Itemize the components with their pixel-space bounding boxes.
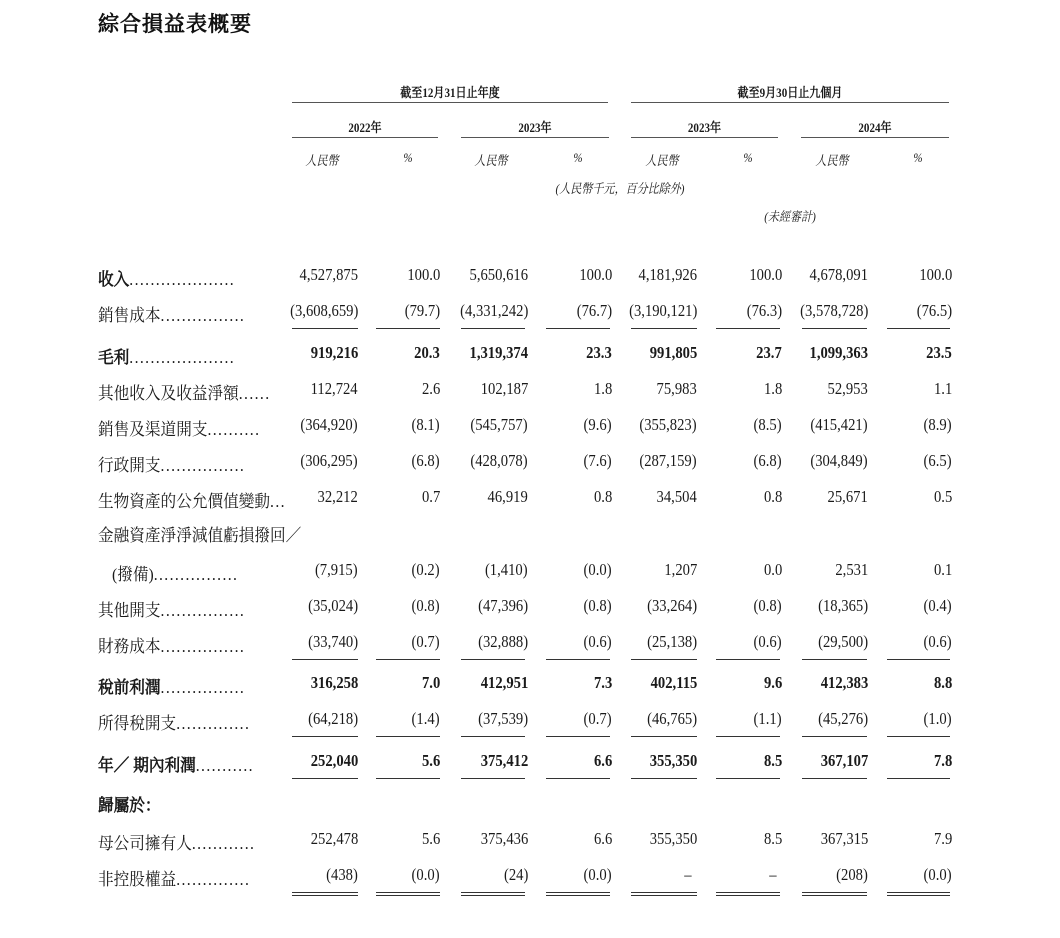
- row-label: [98, 829, 255, 854]
- unit-note: (人民幣千元，百分比除外): [555, 181, 685, 196]
- percent-cell: (76.7): [576, 301, 612, 320]
- amount-cell: (33,740): [308, 632, 358, 651]
- table-row: [0, 487, 1060, 523]
- table-row: [0, 415, 1060, 451]
- row-label: [98, 521, 301, 546]
- amount-cell: (1,410): [485, 560, 528, 579]
- double-underline: [292, 892, 358, 896]
- amount-cell: (45,276): [818, 709, 868, 728]
- leader-dots: ............: [191, 834, 256, 853]
- underline: [802, 328, 867, 329]
- underline: [376, 659, 440, 660]
- amount-cell: 1,319,374: [469, 343, 528, 362]
- percent-cell: (0.8): [411, 596, 440, 615]
- percent-cell: 0.0: [763, 560, 782, 579]
- percent-cell: (6.8): [411, 451, 440, 470]
- table-row: [0, 632, 1060, 668]
- percent-cell: (0.0): [923, 865, 952, 884]
- row-label-text: 其他收入及收益淨額: [98, 384, 239, 403]
- year-rule: [801, 137, 949, 138]
- amount-cell: 252,478: [310, 829, 358, 848]
- leader-dots: ...........: [195, 756, 254, 775]
- leader-dots: ....................: [129, 270, 236, 289]
- amount-cell: 316,258: [310, 673, 358, 692]
- percent-cell: (0.4): [923, 596, 952, 615]
- leader-dots: ................: [160, 601, 246, 620]
- row-label-text: 稅前利潤: [98, 678, 161, 697]
- percent-cell: (9.6): [583, 415, 612, 434]
- underline: [292, 328, 358, 329]
- underline: [292, 736, 358, 737]
- leader-dots: ......: [238, 384, 271, 403]
- double-underline: [631, 892, 697, 896]
- percent-cell: 23.5: [926, 343, 952, 362]
- underline: [546, 328, 610, 329]
- row-label: [112, 560, 238, 585]
- percent-cell: (0.2): [411, 560, 440, 579]
- percent-cell: (6.8): [753, 451, 782, 470]
- table-row: [0, 265, 1060, 301]
- percent-cell: 1.8: [593, 379, 612, 398]
- amount-cell: 4,181,926: [638, 265, 697, 284]
- amount-cell: 1,207: [664, 560, 697, 579]
- amount-cell: 919,216: [310, 343, 358, 362]
- table-row: [0, 709, 1060, 745]
- table-row: [0, 379, 1060, 415]
- amount-cell: 991,805: [649, 343, 697, 362]
- group-rule-annual: [292, 102, 608, 103]
- percent-cell: 0.8: [763, 487, 782, 506]
- amount-cell: 112,724: [311, 379, 358, 398]
- leader-dots: ...: [270, 492, 286, 511]
- row-label: [98, 596, 245, 621]
- amount-cell: (32,888): [478, 632, 528, 651]
- amount-cell: (35,024): [308, 596, 358, 615]
- underline: [376, 778, 440, 779]
- row-label-text: 母公司擁有人: [98, 834, 192, 853]
- percent-cell: (0.7): [583, 709, 612, 728]
- row-label: [98, 673, 245, 698]
- amount-cell: 375,436: [480, 829, 528, 848]
- amount-cell: (24): [503, 865, 528, 884]
- amount-cell: 1,099,363: [809, 343, 868, 362]
- amount-cell: 102,187: [480, 379, 528, 398]
- table-row: [0, 521, 1060, 557]
- table-row: [0, 791, 1060, 827]
- amount-cell: 25,671: [827, 487, 868, 506]
- row-label: [98, 301, 245, 326]
- year-rule: [461, 137, 609, 138]
- underline: [716, 328, 780, 329]
- amount-cell: 355,350: [649, 751, 697, 770]
- amount-cell: 4,678,091: [809, 265, 868, 284]
- row-label: [98, 791, 161, 816]
- leader-dots: ................: [160, 456, 246, 475]
- double-underline: [716, 892, 780, 896]
- row-label: [98, 343, 235, 368]
- row-label-text: (撥備): [112, 565, 154, 584]
- amount-cell: (29,500): [818, 632, 868, 651]
- row-label-text: 所得稅開支: [98, 714, 177, 733]
- year-rule: [631, 137, 778, 138]
- row-label-text: 行政開支: [98, 456, 161, 475]
- currency-label: 人民幣: [305, 153, 339, 168]
- year-header-2022: 2022年: [348, 120, 382, 135]
- underline: [887, 778, 950, 779]
- table-row: [0, 343, 1060, 379]
- percent-cell: 23.3: [586, 343, 612, 362]
- underline: [546, 659, 610, 660]
- underline: [887, 659, 950, 660]
- percent-cell: 0.8: [593, 487, 612, 506]
- amount-cell: 2,531: [835, 560, 868, 579]
- amount-cell: (18,365): [818, 596, 868, 615]
- percent-cell: (0.7): [411, 632, 440, 651]
- percent-cell: 2.6: [421, 379, 440, 398]
- percent-cell: 1.1: [933, 379, 952, 398]
- percent-cell: 8.5: [763, 751, 782, 770]
- percent-cell: 100.0: [579, 265, 612, 284]
- row-label: [98, 415, 260, 440]
- amount-cell: (47,396): [478, 596, 528, 615]
- amount-cell: (428,078): [470, 451, 528, 470]
- amount-cell: (4,331,242): [459, 301, 528, 320]
- amount-cell: (3,608,659): [289, 301, 358, 320]
- percent-cell: 5.6: [421, 829, 440, 848]
- amount-cell: (304,849): [810, 451, 868, 470]
- year-header-2024-9m: 2024年: [858, 120, 892, 135]
- underline: [292, 778, 358, 779]
- underline: [716, 736, 780, 737]
- percent-cell: (1.4): [411, 709, 440, 728]
- percent-cell: 1.8: [763, 379, 782, 398]
- row-label-text: 年／ 期內利潤: [98, 756, 196, 775]
- table-row: [0, 751, 1060, 787]
- percent-cell: 6.6: [593, 751, 612, 770]
- row-label-text: 收入: [98, 270, 130, 289]
- double-underline: [546, 892, 610, 896]
- row-label-text: 非控股權益: [98, 870, 177, 889]
- underline: [461, 659, 525, 660]
- amount-cell: (3,578,728): [799, 301, 868, 320]
- percent-cell: 100.0: [919, 265, 952, 284]
- row-label: [98, 865, 250, 890]
- row-label-text: 其他開支: [98, 601, 161, 620]
- amount-cell: 46,919: [487, 487, 528, 506]
- underline: [631, 659, 697, 660]
- currency-label: 人民幣: [645, 153, 679, 168]
- percent-cell: 7.9: [933, 829, 952, 848]
- double-underline: [802, 892, 867, 896]
- percent-cell: (8.5): [753, 415, 782, 434]
- underline: [887, 328, 950, 329]
- amount-cell: 402,115: [650, 673, 697, 692]
- leader-dots: ................: [160, 678, 246, 697]
- percent-cell: (0.6): [753, 632, 782, 651]
- leader-dots: ................: [160, 637, 246, 656]
- row-label: [98, 632, 245, 657]
- percent-cell: (76.5): [916, 301, 952, 320]
- row-label: [98, 751, 254, 776]
- row-label: [98, 379, 271, 404]
- amount-cell: 355,350: [649, 829, 697, 848]
- amount-cell: (364,920): [300, 415, 358, 434]
- row-label-text: 歸屬於：: [98, 796, 161, 815]
- underline: [631, 328, 697, 329]
- table-row: [0, 560, 1060, 596]
- amount-cell: 5,650,616: [469, 265, 528, 284]
- amount-cell: (3,190,121): [628, 301, 697, 320]
- underline: [376, 328, 440, 329]
- amount-cell: (64,218): [308, 709, 358, 728]
- row-label-text: 財務成本: [98, 637, 161, 656]
- leader-dots: ................: [153, 565, 239, 584]
- year-header-2023-9m: 2023年: [687, 120, 722, 135]
- row-label-text: 銷售及渠道開支: [98, 420, 208, 439]
- percent-cell: (7.6): [583, 451, 612, 470]
- row-label: [98, 265, 235, 290]
- amount-cell: –: [683, 865, 691, 884]
- amount-cell: 75,983: [656, 379, 697, 398]
- underline: [546, 736, 610, 737]
- leader-dots: ..........: [207, 420, 261, 439]
- row-label: [98, 487, 286, 512]
- percent-cell: (8.9): [923, 415, 952, 434]
- percent-cell: (1.1): [753, 709, 782, 728]
- unaudited-note: (未經審計): [764, 209, 816, 224]
- currency-label: 人民幣: [474, 153, 508, 168]
- percent-cell: 0.5: [933, 487, 952, 506]
- row-label-text: 毛利: [98, 348, 130, 367]
- percent-cell: (0.6): [923, 632, 952, 651]
- table-row: [0, 301, 1060, 337]
- amount-cell: (46,765): [647, 709, 697, 728]
- underline: [631, 778, 697, 779]
- percent-cell: (0.8): [583, 596, 612, 615]
- percent-cell: (6.5): [923, 451, 952, 470]
- amount-cell: (306,295): [300, 451, 358, 470]
- amount-cell: (287,159): [639, 451, 697, 470]
- double-underline: [887, 892, 950, 896]
- underline: [802, 778, 867, 779]
- percent-cell: 20.3: [414, 343, 440, 362]
- pct-label: %: [743, 150, 753, 165]
- amount-cell: (208): [836, 865, 868, 884]
- underline: [887, 736, 950, 737]
- percent-cell: –: [768, 865, 776, 884]
- double-underline: [461, 892, 525, 896]
- percent-cell: (0.0): [583, 865, 612, 884]
- underline: [461, 736, 525, 737]
- percent-cell: (0.6): [583, 632, 612, 651]
- amount-cell: (33,264): [647, 596, 697, 615]
- group-header-annual: 截至12月31日止年度: [400, 85, 500, 100]
- table-row: [0, 596, 1060, 632]
- underline: [461, 778, 525, 779]
- row-label: [98, 451, 245, 476]
- amount-cell: (438): [326, 865, 358, 884]
- percent-cell: 7.0: [421, 673, 440, 692]
- percent-cell: (1.0): [923, 709, 952, 728]
- currency-label: 人民幣: [815, 153, 849, 168]
- row-label-text: 生物資產的公允價值變動: [98, 492, 271, 511]
- double-underline: [376, 892, 440, 896]
- leader-dots: ....................: [129, 348, 236, 367]
- year-header-2023: 2023年: [518, 120, 552, 135]
- percent-cell: 0.1: [933, 560, 952, 579]
- percent-cell: 100.0: [749, 265, 782, 284]
- underline: [802, 736, 867, 737]
- underline: [292, 659, 358, 660]
- year-rule: [292, 137, 438, 138]
- table-row: [0, 829, 1060, 865]
- underline: [631, 736, 697, 737]
- amount-cell: (25,138): [647, 632, 697, 651]
- table-row: [0, 451, 1060, 487]
- percent-cell: 8.5: [763, 829, 782, 848]
- percent-cell: 8.8: [933, 673, 952, 692]
- group-rule-ninemonth: [631, 102, 949, 103]
- percent-cell: 7.8: [933, 751, 952, 770]
- pct-label: %: [913, 150, 923, 165]
- underline: [716, 659, 780, 660]
- row-label-text: 金融資產淨淨減值虧損撥回／: [98, 526, 302, 545]
- leader-dots: ..............: [176, 870, 251, 889]
- percent-cell: 7.3: [593, 673, 612, 692]
- table-row: [0, 673, 1060, 709]
- percent-cell: (76.3): [746, 301, 782, 320]
- amount-cell: 252,040: [310, 751, 358, 770]
- amount-cell: 367,107: [820, 751, 868, 770]
- underline: [376, 736, 440, 737]
- amount-cell: 52,953: [827, 379, 868, 398]
- percent-cell: 9.6: [763, 673, 782, 692]
- amount-cell: 375,412: [480, 751, 528, 770]
- amount-cell: (545,757): [470, 415, 528, 434]
- percent-cell: 23.7: [756, 343, 782, 362]
- percent-cell: 100.0: [407, 265, 440, 284]
- underline: [461, 328, 525, 329]
- underline: [546, 778, 610, 779]
- amount-cell: 367,315: [820, 829, 868, 848]
- underline: [716, 778, 780, 779]
- amount-cell: 34,504: [656, 487, 697, 506]
- percent-cell: 0.7: [421, 487, 440, 506]
- amount-cell: (355,823): [639, 415, 697, 434]
- percent-cell: (8.1): [411, 415, 440, 434]
- amount-cell: 4,527,875: [299, 265, 358, 284]
- page-title: 綜合損益表概要: [98, 12, 252, 36]
- pct-label: %: [403, 150, 413, 165]
- percent-cell: (0.0): [411, 865, 440, 884]
- leader-dots: ..............: [176, 714, 251, 733]
- underline: [802, 659, 867, 660]
- pct-label: %: [573, 150, 583, 165]
- amount-cell: 412,951: [480, 673, 528, 692]
- amount-cell: 412,383: [820, 673, 868, 692]
- percent-cell: 5.6: [421, 751, 440, 770]
- group-header-ninemonth: 截至9月30日止九個月: [737, 85, 843, 100]
- amount-cell: (37,539): [478, 709, 528, 728]
- row-label: [98, 709, 250, 734]
- percent-cell: (0.0): [583, 560, 612, 579]
- row-label-text: 銷售成本: [98, 306, 161, 325]
- percent-cell: (0.8): [753, 596, 782, 615]
- percent-cell: 6.6: [593, 829, 612, 848]
- amount-cell: (415,421): [810, 415, 868, 434]
- amount-cell: (7,915): [315, 560, 358, 579]
- amount-cell: 32,212: [317, 487, 358, 506]
- percent-cell: (79.7): [404, 301, 440, 320]
- leader-dots: ................: [160, 306, 246, 325]
